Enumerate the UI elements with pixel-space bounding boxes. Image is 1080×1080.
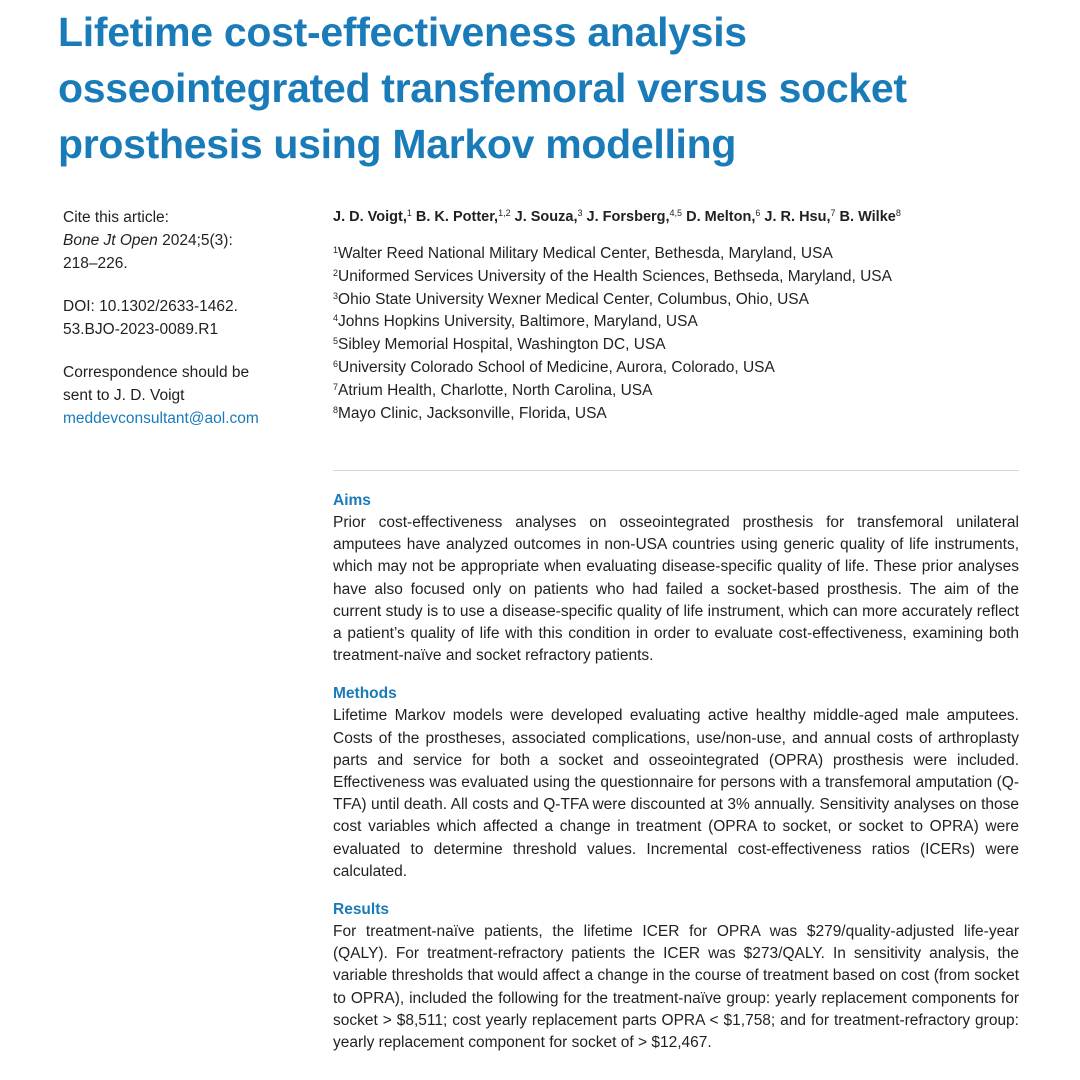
correspondence-block [63, 361, 303, 430]
author: J. Forsberg,$^{4,5}$ [586, 208, 683, 225]
article-sidebar [63, 206, 303, 450]
results-text: For treatment-naïve patients, the lifetime ICER for OPRA was $279/quality-adjusted life-year (QALY). For treatment-refractory patients the ICER was $273/QALY. In sensitivity analysis, the variable thresholds that would affect a change in the course of treatment based on cost (from socket to OPRA), included the following for the treatment-naïve group: yearly replacement components for socket > $8,511; cost yearly replacement parts OPRA < $1,758; and for treatment-refractory group: yearly replacement component for socket of > $12,467. [333, 923, 1019, 1052]
author-list [333, 206, 1053, 229]
affiliation: $^3$Ohio State University Wexner Medical Center, Columbus, Ohio, USA [333, 290, 809, 308]
affiliation: $^7$Atrium Health, Charlotte, North Carolina, USA [333, 381, 653, 399]
correspondence-email-link[interactable]: meddevconsultant@aol.com [63, 410, 259, 427]
author: D. Melton,$^6$ [686, 208, 761, 225]
aims-text: Prior cost-effectiveness analyses on osseointegrated prosthesis for transfemoral unilateral amputees have analyzed outcomes in non-USA countries using generic quality of life instruments, which may not be appropriate when evaluating disease-specific quality of life. These prior analyses have also focused only on patients who had failed a socket-based prosthesis. The aim of the current study is to use a disease-specific quality of life instrument, which can more accurately reflect a patient’s quality of life with this condition in order to evaluate cost-effectiveness, examining both treatment-naïve and socket refractory patients. [333, 514, 1019, 665]
author: J. R. Hsu,$^7$ [764, 208, 836, 225]
journal-name: Bone Jt Open [63, 232, 158, 249]
results-section [333, 899, 1019, 1054]
author: B. K. Potter,$^{1,2}$ [415, 208, 511, 225]
journal-volume: 2024;5(3): [157, 232, 233, 249]
doi-line: 53.BJO-2023-0089.R1 [63, 321, 219, 338]
correspondence-line: Correspondence should be [63, 364, 250, 381]
aims-section [333, 490, 1019, 667]
author: B. Wilke$^8$ [839, 208, 901, 225]
aims-heading: Aims [333, 492, 371, 509]
doi-line: DOI: 10.1302/2633-1462. [63, 298, 238, 315]
affiliation: $^6$University Colorado School of Medicine, Aurora, Colorado, USA [333, 358, 775, 376]
article-title [58, 4, 1048, 172]
affiliation-list [333, 243, 1033, 425]
citation-block [63, 206, 303, 275]
methods-text: Lifetime Markov models were developed evaluating active healthy middle-aged male amputees. Costs of the prostheses, associated complications, use/non-use, and annual costs of arthroplasty parts and service for both a socket and osseointegrated (OPRA) prosthesis were included. Effectiveness was evaluated using the questionnaire for persons with a transfemoral amputation (Q-TFA) until death. All costs and Q-TFA were discounted at 3% annually. Sensitivity analyses on those cost variables which affected a change in treatment (OPRA to socket, or socket to OPRA) were evaluated to determine threshold values. Incremental cost-effectiveness ratios (ICERs) were calculated. [333, 707, 1019, 880]
title-line: prosthesis using Markov modelling [58, 121, 737, 167]
journal-pages: 218–226. [63, 255, 128, 272]
results-heading: Results [333, 901, 389, 919]
title-line: Lifetime cost-effectiveness analysis [58, 9, 747, 55]
correspondence-line: sent to J. D. Voigt [63, 387, 185, 404]
affiliation: $^2$Uniformed Services University of the Health Sciences, Bethseda, Maryland, USA [333, 267, 892, 285]
affiliation: $^1$Walter Reed National Military Medical Center, Bethesda, Maryland, USA [333, 245, 833, 262]
affiliation: $^5$Sibley Memorial Hospital, Washington DC, USA [333, 336, 666, 354]
methods-heading: Methods [333, 685, 397, 703]
title-line: osseointegrated transfemoral versus socket [58, 65, 907, 111]
cite-label: Cite this article: [63, 209, 169, 226]
affiliation: $^8$Mayo Clinic, Jacksonville, Florida, USA [333, 404, 607, 422]
abstract [333, 490, 1019, 1070]
author: J. Souza,$^3$ [514, 208, 583, 225]
section-divider [333, 470, 1019, 471]
affiliation: $^4$Johns Hopkins University, Baltimore, Maryland, USA [333, 313, 698, 331]
author: J. D. Voigt,$^1$ [333, 208, 412, 225]
doi-block [63, 295, 303, 341]
methods-section [333, 683, 1019, 883]
